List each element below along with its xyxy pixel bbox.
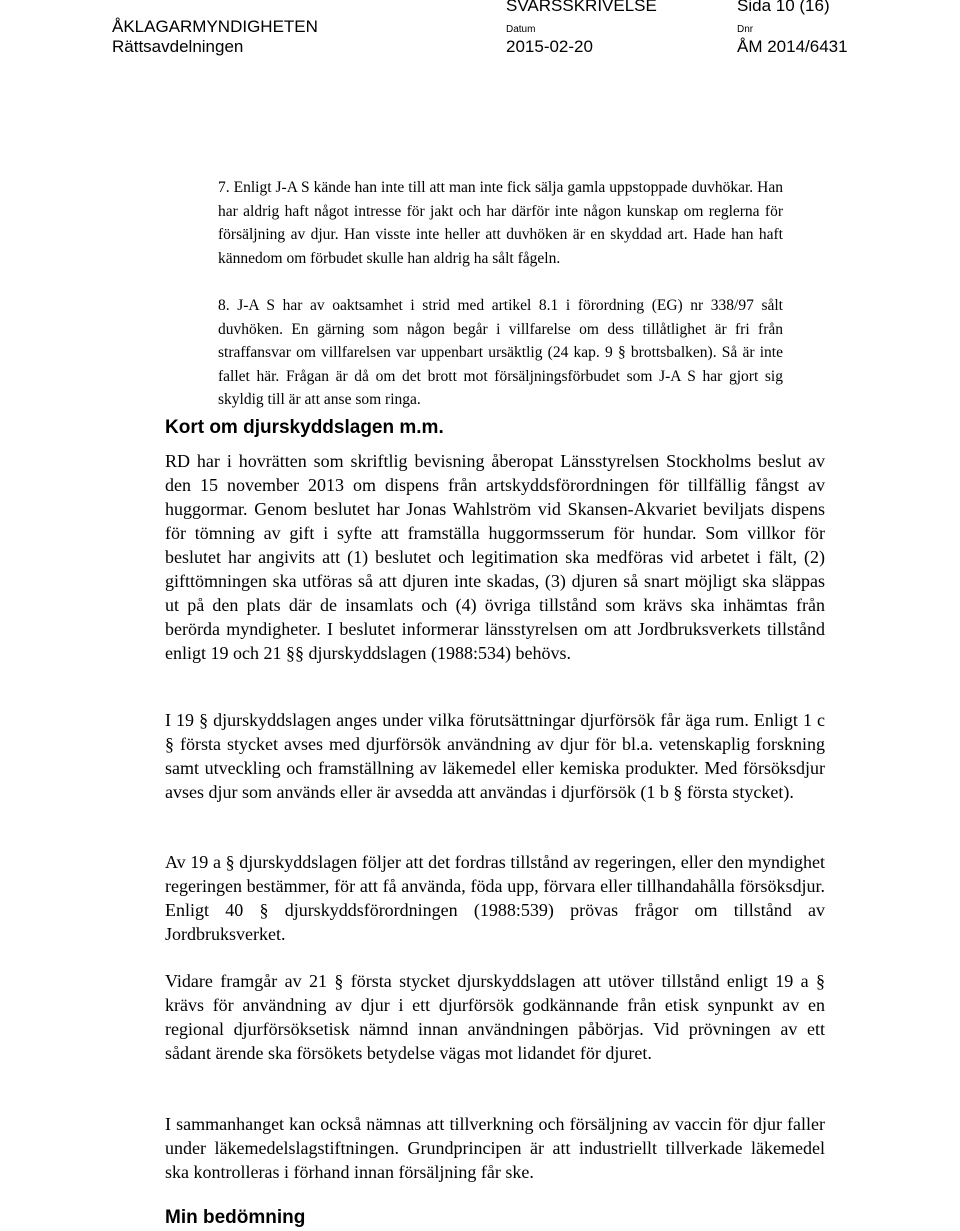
body-paragraph: Vidare framgår av 21 § första stycket djurskyddslagen att utöver tillstånd enligt 19 a § krävs för användning av djur i ett djurförsök godkännande från etisk synpunkt av en regional djurförsöksetisk nämnd innan användningen påbörjas. Vid prövningen av ett sådant ärende ska försökets betydelse vägas mot lidandet för djuret.: [165, 971, 825, 1063]
body-paragraph: I 19 § djurskyddslagen anges under vilka förutsättningar djurförsök får äga rum. Enligt 1 c § första stycket avses med djurförsök användning av djur för bl.a. vetenskaplig forskning samt utveckling och framställning av läkemedel eller kemiska produkter. Med försöksdjur avses djur som används eller är avsedda att användas i djurförsök (1 b § första stycket).: [165, 710, 825, 802]
section-heading: Min bedömning: [165, 1207, 306, 1228]
body-paragraph: RD har i hovrätten som skriftlig bevisning åberopat Länsstyrelsen Stockholms beslut av den 15 november 2013 om dispens från artskyddsförordningen för tillfällig fångst av huggormar. Genom beslutet har Jonas Wahlström vid Skansen-Akvariet beviljats dispens för tömning av gift i syfte att framställa huggormsserum för hundar. Som villkor för beslutet har angivits att (1) beslutet och legitimation ska medföras vid arbetet i fält, (2) gifttömningen ska utföras så att djuren inte skadas, (3) djuren så snart möjligt ska släppas ut på den plats där de insamlats och (4) övriga tillstånd som krävs ska inhämtas från berörda myndigheter. I beslutet informerar länsstyrelsen om att Jordbruksverkets tillstånd enligt 19 och 21 §§ djurskyddslagen (1988:534) behövs.: [165, 451, 825, 663]
reference-label: Dnr: [737, 24, 754, 35]
numbered-item-8: 8. J-A S har av oaktsamhet i strid med artikel 8.1 i förordning (EG) nr 338/97 sålt duvhöken. En gärning som någon begår i villfarelse om dess tillåtlighet är fri från straffansvar om villfarelsen var uppenbart ursäktlig (24 kap. 9 § brottsbalken). Så är inte fallet här. Frågan är då om det brott mot försäljningsförbudet som J-A S har gjort sig skyldig till är att anse som ringa.: [218, 297, 783, 408]
reference-number: ÅM 2014/6431: [737, 37, 848, 56]
numbered-item-7: 7. Enligt J-A S kände han inte till att man inte fick sälja gamla uppstoppade duvhökar. Han har aldrig haft något intresse för jakt och har därför inte någon kunskap om reglerna för försäljning av djur. Han visste inte heller att duvhöken är en skyddad art. Hade han haft kännedom om förbudet skulle han aldrig ha sålt fågeln.: [218, 179, 783, 267]
date-label: Datum: [506, 24, 536, 35]
organization-name: ÅKLAGARMYNDIGHETEN: [112, 17, 318, 36]
division-name: Rättsavdelningen: [112, 37, 244, 56]
body-paragraph: Av 19 a § djurskyddslagen följer att det fordras tillstånd av regeringen, eller den myndighet regeringen bestämmer, för att få använda, föda upp, förvara eller tillhandahålla försöksdjur. Enligt 40 § djurskyddsförordningen (1988:539) prövas frågor om tillstånd av Jordbruksverket.: [165, 852, 825, 944]
section-heading: Kort om djurskyddslagen m.m.: [165, 417, 444, 438]
document-date: 2015-02-20: [506, 37, 593, 56]
page-number: Sida 10 (16): [737, 0, 830, 15]
document-type: SVARSSKRIVELSE: [506, 0, 657, 15]
body-paragraph: I sammanhanget kan också nämnas att tillverkning och försäljning av vaccin för djur faller under läkemedelslagstiftningen. Grundprincipen är att industriellt tillverkade läkemedel ska kontrolleras i förhand innan försäljning får ske.: [165, 1114, 825, 1182]
